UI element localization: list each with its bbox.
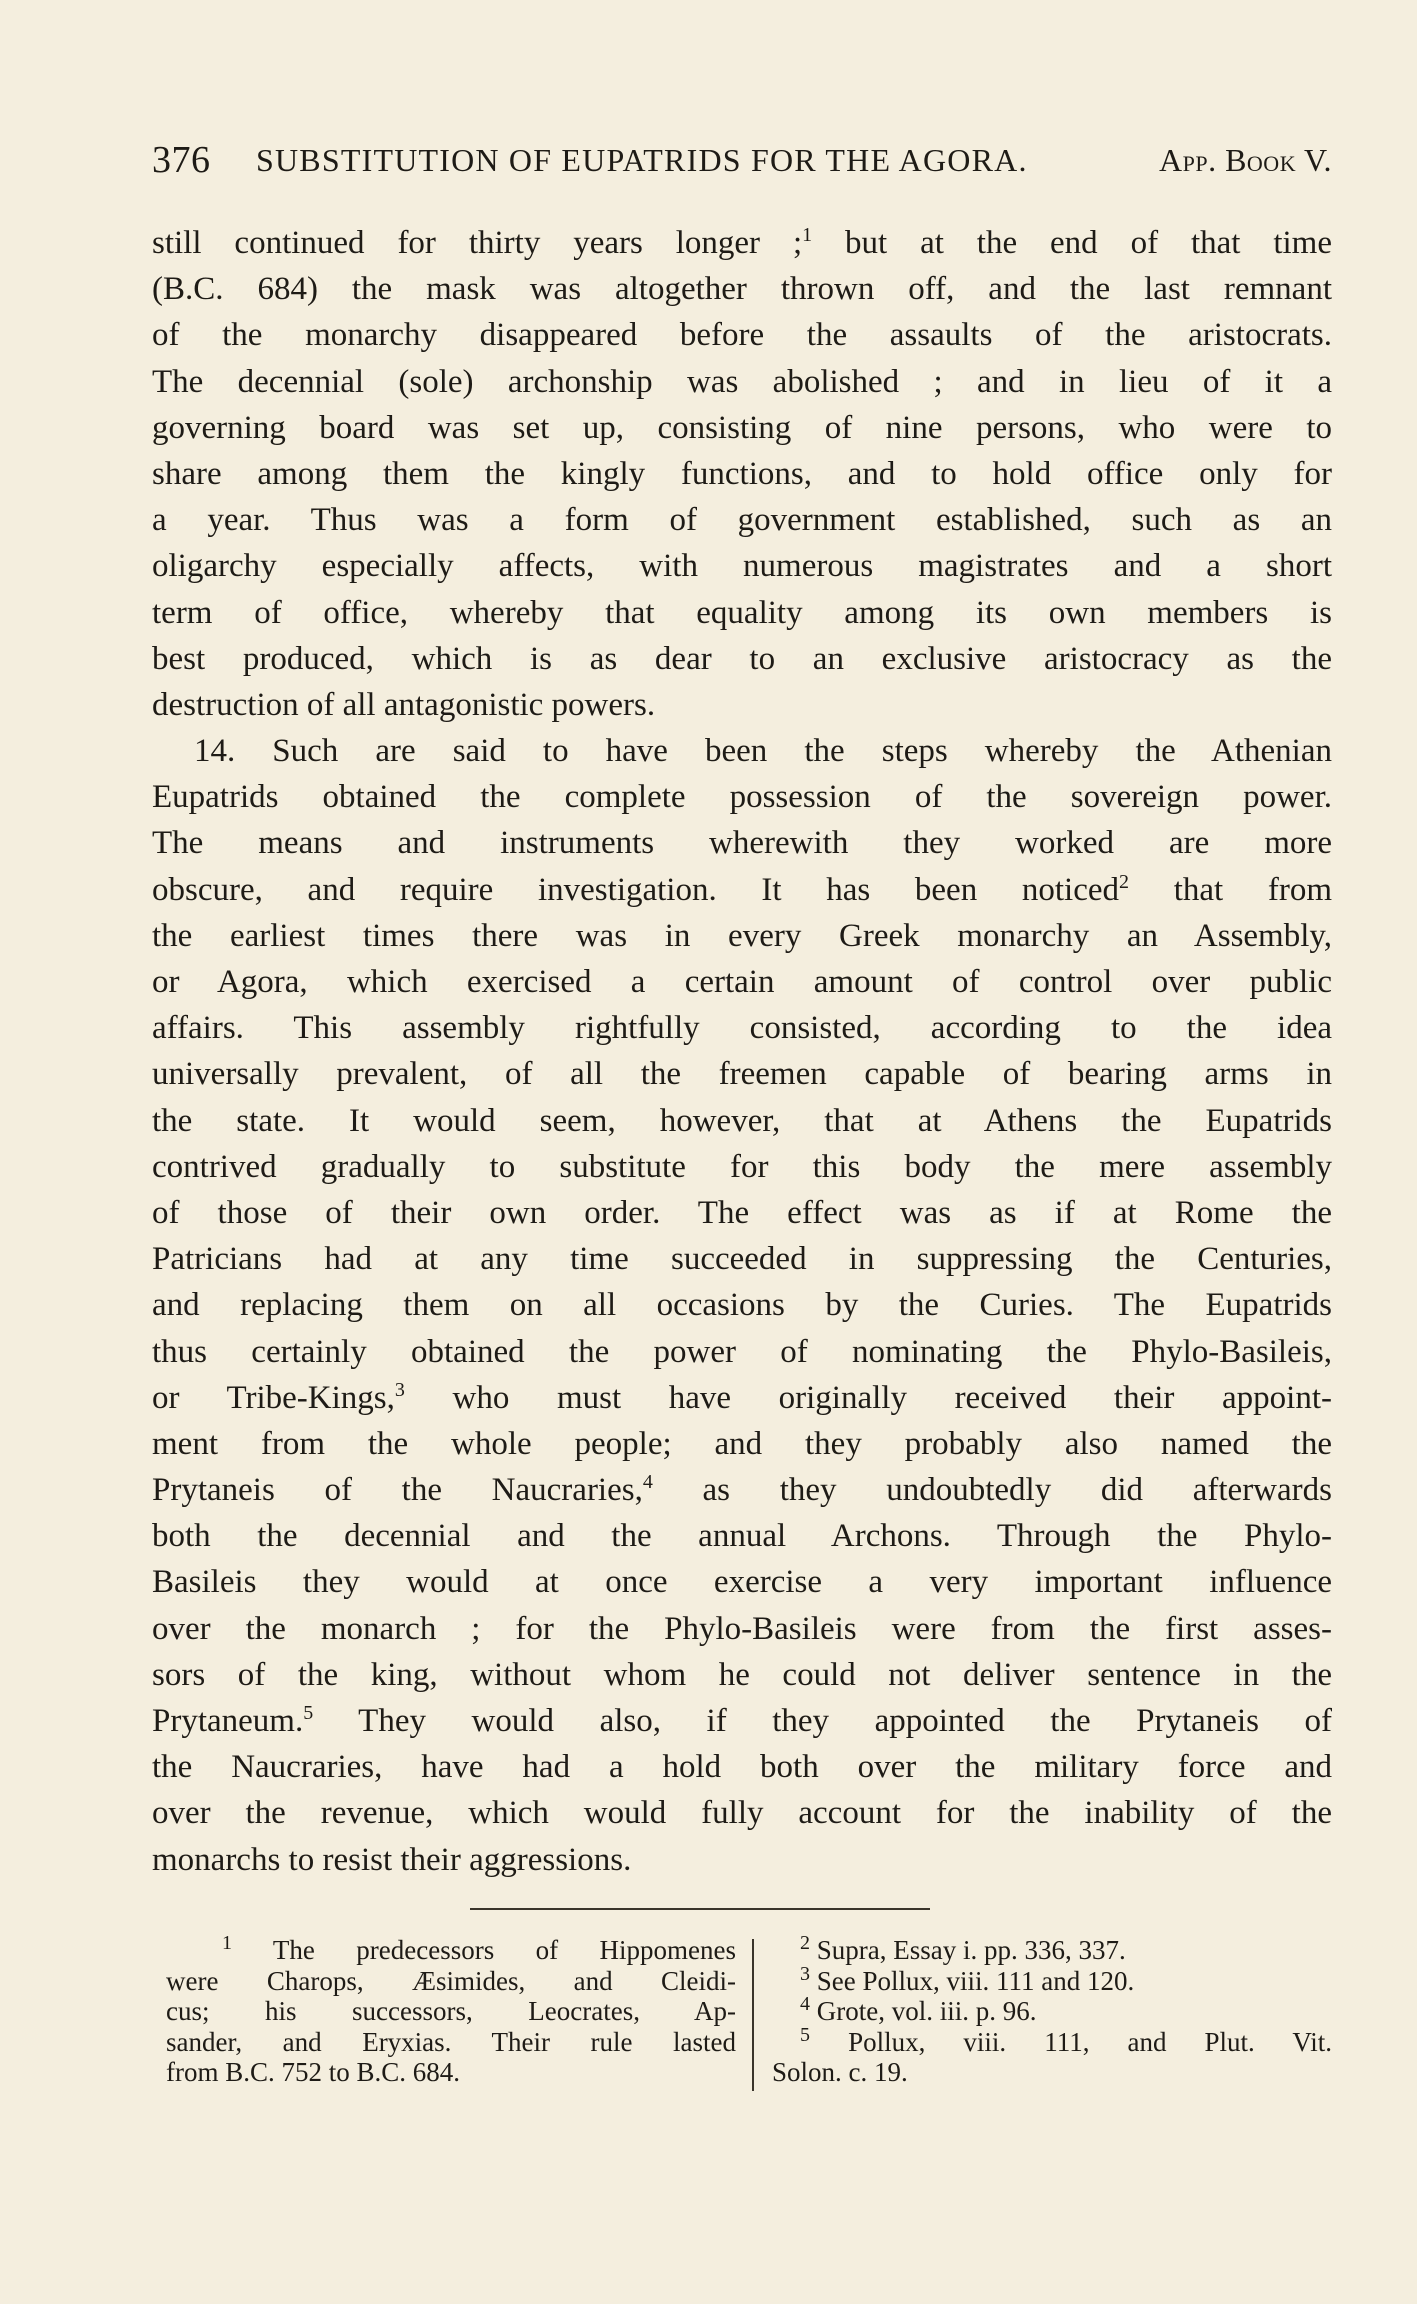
book-page: [152, 0, 1332, 2304]
body-line: [152, 774, 1332, 820]
body-text-run: or Tribe-Kings,: [152, 1379, 395, 1416]
body-line: [152, 590, 1332, 636]
body-text-run: as they undoubtedly did afterwards: [652, 1472, 1332, 1509]
body-text-run: over the monarch ; for the Phylo-Basileis were from the first asses-: [152, 1610, 1332, 1647]
footnote-text: Supra, Essay i. pp. 336, 337.: [816, 1935, 1126, 1965]
running-head: [152, 138, 1332, 184]
body-line: [152, 959, 1332, 1005]
body-text-run: affairs. This assembly rightfully consisted, according to the idea: [152, 1010, 1332, 1047]
footnotes-left-column: [166, 1932, 737, 2088]
footnote-rule: [470, 1908, 930, 1910]
body-line: [152, 1051, 1332, 1097]
body-text-run: best produced, which is as dear to an exclusive aristocracy as the: [152, 640, 1332, 677]
footnote-marker: 3: [800, 1962, 810, 1985]
footnote-line: [772, 2023, 1333, 2058]
footnote-ref: 4: [642, 1471, 653, 1494]
body-line: [152, 1282, 1332, 1328]
body-line: [152, 312, 1332, 358]
body-text-run: thus certainly obtained the power of nominating the Phylo-Basileis,: [152, 1333, 1332, 1370]
body-line: [152, 1375, 1332, 1421]
body-text-run: sors of the king, without whom he could not deliver sentence in the: [152, 1656, 1332, 1693]
footnote-column-divider: [752, 1939, 754, 2091]
footnote-text: The predecessors of Hippomenes: [272, 1935, 737, 1965]
footnote-ref: 3: [394, 1378, 405, 1401]
running-title: SUBSTITUTION OF EUPATRIDS FOR THE AGORA.: [256, 142, 1028, 178]
footnote-line: [166, 2027, 736, 2058]
body-text-run: a year. Thus was a form of government established, such as an: [152, 502, 1332, 539]
body-line: [152, 266, 1332, 312]
body-text: [152, 220, 1332, 1883]
body-line: [152, 1698, 1332, 1744]
body-text-run: monarchs to resist their aggressions.: [152, 1841, 632, 1878]
body-text-run: but at the end of that time: [812, 225, 1332, 261]
footnote-line: [166, 2057, 736, 2088]
footnote-line: [166, 1932, 737, 1966]
body-line: [152, 1190, 1332, 1236]
body-line: [152, 359, 1332, 405]
body-text-run: still continued for thirty years longer ;: [152, 225, 803, 261]
footnote-text: cus; his successors, Leocrates, Ap-: [166, 1996, 736, 2026]
footnote-line: [772, 1993, 1332, 2027]
body-line: [152, 1837, 1332, 1883]
footnote-text: were Charops, Æsimides, and Cleidi-: [166, 1965, 736, 1996]
body-text-run: both the decennial and the annual Archons. Through the Phylo-: [152, 1518, 1332, 1555]
footnote-marker: 1: [222, 1932, 232, 1954]
body-line: [152, 1421, 1332, 1467]
body-text-run: Patricians had at any time succeeded in suppressing the Centuries,: [152, 1241, 1332, 1278]
footnote-line: [166, 1966, 736, 1997]
body-line: [152, 1652, 1332, 1698]
body-text-run: 684) the mask was altogether thrown off, and the last remnant: [223, 271, 1332, 308]
era-abbrev: B.C.: [163, 271, 224, 308]
footnote-text: from B.C. 752 to B.C. 684.: [166, 2057, 461, 2087]
body-text-run: Eupatrids obtained the complete possession of the sovereign power.: [152, 779, 1332, 816]
footnote-ref: 5: [303, 1702, 314, 1724]
body-line: [152, 451, 1332, 497]
body-text-run: obscure, and require investigation. It has been noticed: [152, 871, 1120, 908]
body-line: [152, 1467, 1332, 1513]
body-line: [152, 1236, 1332, 1282]
section-label: App. Book V.: [1159, 142, 1332, 178]
body-text-run: of those of their own order. The effect was as if at Rome the: [152, 1194, 1332, 1231]
body-line: [152, 220, 1332, 266]
body-line: [152, 1559, 1332, 1605]
footnote-line: [772, 1932, 1332, 1966]
footnote-line: [166, 1996, 736, 2027]
footnote-ref: 1: [802, 224, 813, 246]
body-line: [152, 636, 1332, 682]
footnote-line: Solon. c. 19.: [772, 2057, 908, 2087]
body-line: [152, 1790, 1332, 1836]
body-text-run: the earliest times there was in every Greek monarchy an Assembly,: [152, 917, 1332, 954]
body-text-run: 14. Such are said to have been the steps whereby the Athenian: [194, 733, 1332, 770]
body-text-run: governing board was set up, consisting of nine persons, who were to: [152, 409, 1332, 446]
footnote-text: sander, and Eryxias. Their rule lasted: [166, 2026, 736, 2057]
body-text-run: and replacing them on all occasions by the Curies. The Eupatrids: [152, 1287, 1332, 1324]
body-text-run: ment from the whole people; and they probably also named the: [152, 1425, 1332, 1462]
body-text-run: destruction of all antagonistic powers.: [152, 686, 656, 723]
footnote-marker: 2: [800, 1932, 810, 1954]
footnote-ref: 2: [1119, 870, 1130, 893]
body-text-run: Basileis they would at once exercise a very important influence: [152, 1564, 1332, 1601]
body-text-run: They would also, if they appointed the Prytaneis of: [313, 1703, 1332, 1739]
body-line: [152, 682, 1332, 728]
footnote-text: Pollux, viii. 111, and Plut. Vit.: [848, 2026, 1333, 2057]
body-line: [152, 1606, 1332, 1652]
body-line: [152, 820, 1332, 866]
body-text-run: or Agora, which exercised a certain amount of control over public: [152, 964, 1332, 1000]
footnote-marker: 5: [800, 2023, 810, 2046]
body-line: [152, 1098, 1332, 1144]
body-line: [152, 1329, 1332, 1375]
body-text-run: that from: [1129, 871, 1333, 908]
footnote-marker: 4: [800, 1993, 810, 2015]
body-line: [152, 1513, 1332, 1559]
body-text-run: The decennial (sole) archonship was abolished ; and in lieu of it a: [152, 363, 1332, 400]
body-text-run: who must have originally received their appoint-: [404, 1379, 1332, 1416]
body-line: [152, 543, 1332, 589]
body-line: [152, 913, 1332, 959]
body-text-run: Prytaneum.: [152, 1703, 304, 1739]
page-number: 376: [152, 139, 211, 181]
body-line: [152, 1744, 1332, 1790]
body-text-run: The means and instruments wherewith they worked are more: [152, 825, 1332, 862]
body-line: [152, 1144, 1332, 1190]
body-text-run: oligarchy especially affects, with numerous magistrates and a short: [152, 548, 1332, 585]
body-line: [152, 405, 1332, 451]
body-text-run: the state. It would seem, however, that at Athens the Eupatrids: [152, 1102, 1332, 1139]
body-text-run: over the revenue, which would fully account for the inability of the: [152, 1795, 1332, 1832]
footnote-text: See Pollux, viii. 111 and 120.: [816, 1965, 1135, 1996]
body-text-run: universally prevalent, of all the freemen capable of bearing arms in: [152, 1056, 1332, 1093]
body-text-run: Prytaneis of the Naucraries,: [152, 1472, 643, 1509]
body-text-run: (: [152, 271, 163, 308]
body-line: [152, 728, 1332, 774]
body-text-run: term of office, whereby that equality among its own members is: [152, 594, 1332, 631]
body-line: [152, 867, 1332, 913]
footnote-text: Grote, vol. iii. p. 96.: [816, 1996, 1037, 2026]
body-line: [152, 497, 1332, 543]
body-text-run: the Naucraries, have had a hold both over the military force and: [152, 1749, 1332, 1786]
footnotes-right-column: [772, 1932, 1333, 2088]
footnote-line: [772, 1962, 1332, 1997]
body-text-run: contrived gradually to substitute for this body the mere assembly: [152, 1148, 1332, 1185]
body-line: [152, 1005, 1332, 1051]
body-text-run: of the monarchy disappeared before the assaults of the aristocrats.: [152, 317, 1332, 354]
body-text-run: share among them the kingly functions, and to hold office only for: [152, 455, 1332, 492]
